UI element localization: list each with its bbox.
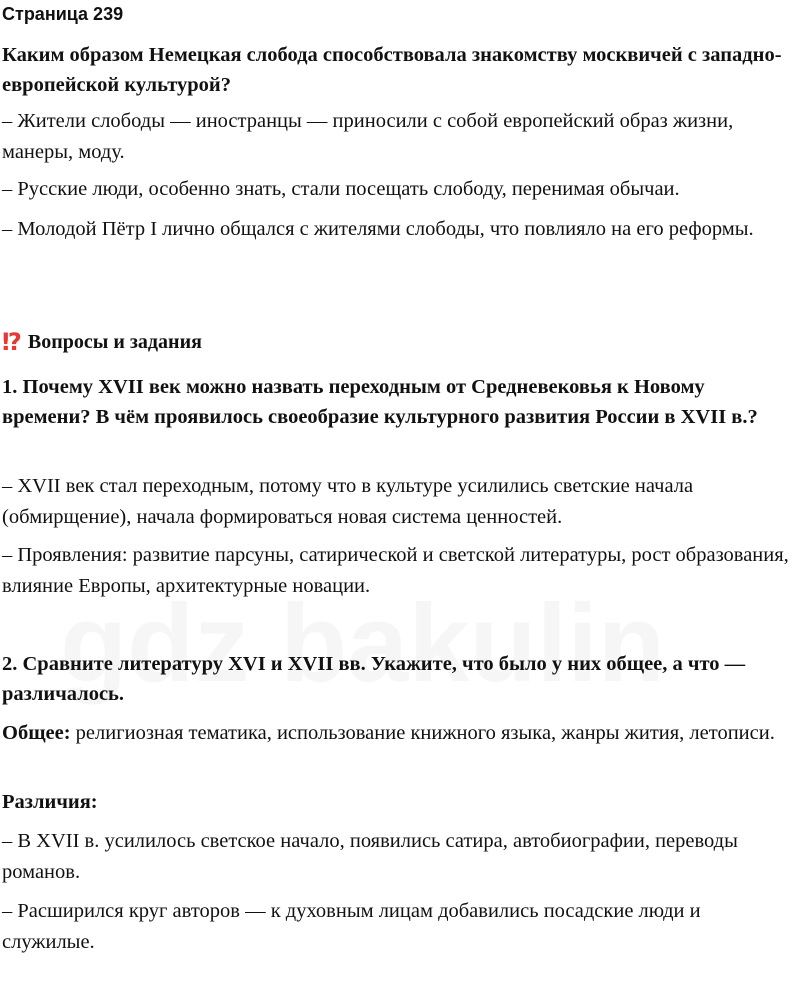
q1-answer-2: – Проявления: развитие парсуны, сатирической и светской литературы, рост образования, влияние Европы, архитектурные новации. — [2, 544, 789, 597]
exclamation-question-icon: ⁉ — [2, 328, 20, 356]
q2-answer-1: – В XVII в. усилилось светское начало, появились сатира, автобиографии, переводы романов. — [2, 830, 738, 883]
common-text: религиозная тематика, использование книжного языка, жанры жития, летописи. — [70, 722, 775, 744]
intro-answer-1: – Жители слободы — иностранцы — приносили с собой европейский образ жизни, манеры, моду. — [2, 110, 734, 163]
q2-common — [2, 718, 794, 749]
q2-question: 2. Сравните литературу XVI и XVII вв. Укажите, что было у них общее, а что — различалось. — [2, 653, 746, 705]
q1-question: 1. Почему XVII век можно назвать переходным от Средневековья к Новому времени? В чём проявилось своеобразие культурного развития России в XVII в.? — [2, 376, 758, 428]
section-title: Вопросы и задания — [27, 330, 202, 353]
intro-question: Каким образом Немецкая слобода способствовала знакомству москвичей с западно-европейской культурой? — [2, 44, 782, 96]
intro-answer-2: – Русские люди, особенно знать, стали посещать слободу, перенимая обычаи. — [2, 178, 680, 200]
intro-answer-3: – Молодой Пётр I лично общался с жителями слободы, что повлияло на его реформы. — [2, 218, 754, 240]
section-header — [2, 327, 202, 357]
common-label: Общее: — [2, 722, 71, 744]
q1-answer-1: – XVII век стал переходным, потому что в культуре усилились светские начала (обмирщение), начала формироваться новая система ценностей. — [2, 475, 694, 528]
page-number: Страница 239 — [2, 4, 124, 24]
q2-answer-2: – Расширился круг авторов — к духовным лицам добавились посадские люди и служилые. — [2, 900, 701, 953]
q2-diff-label: Различия: — [2, 791, 98, 813]
